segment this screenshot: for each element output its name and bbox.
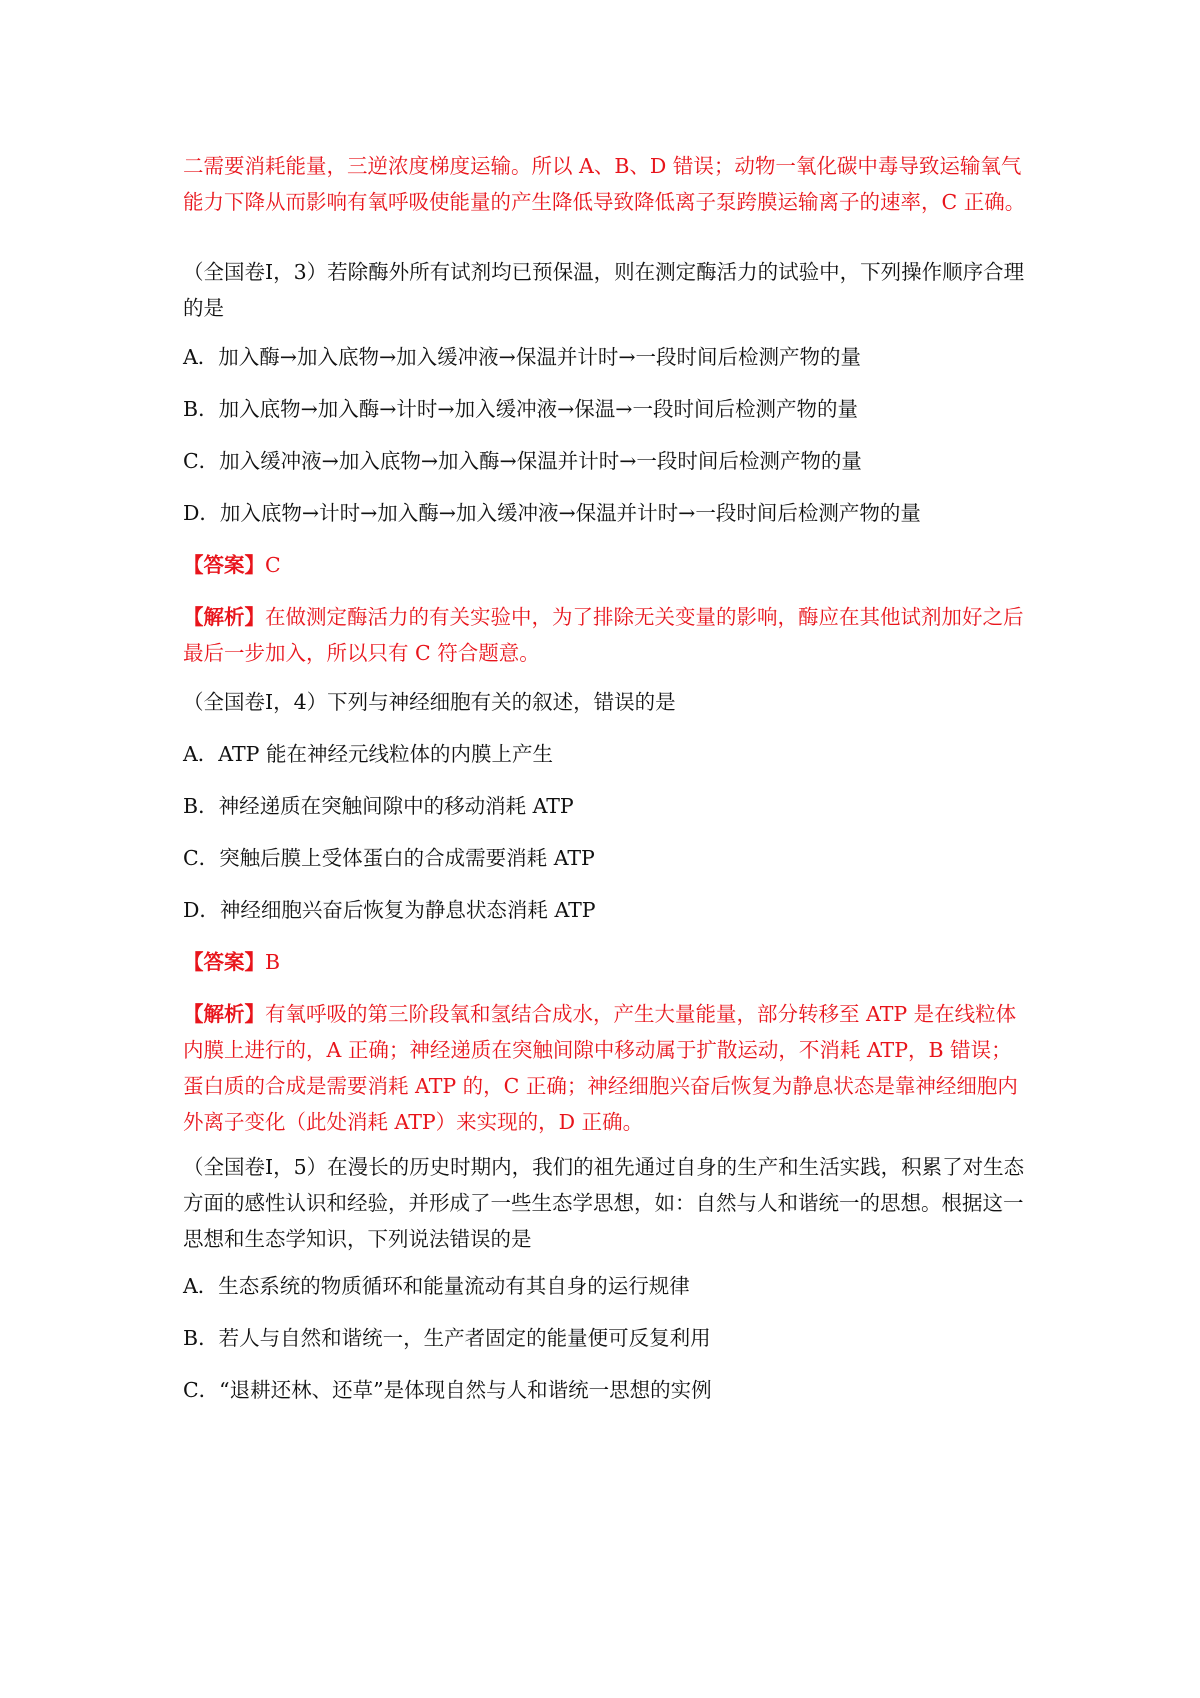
question-3-explanation xyxy=(183,599,1028,671)
question-3-option-d: D．加入底物→计时→加入酶→加入缓冲液→保温并计时→一段时间后检测产物的量 xyxy=(183,501,921,525)
question-3-stem: （全国卷Ⅰ，3）若除酶外所有试剂均已预保温，则在测定酶活力的试验中，下列操作顺序合理的是 xyxy=(183,260,1025,320)
question-4-option-a: A．ATP 能在神经元线粒体的内膜上产生 xyxy=(183,742,553,766)
question-5-stem: （全国卷Ⅰ，5）在漫长的历史时期内，我们的祖先通过自身的生产和生活实践，积累了对生态方面的感性认识和经验，并形成了一些生态学思想，如：自然与人和谐统一的思想。根据这一思想和生态学知识，下列说法错误的是 xyxy=(183,1155,1025,1251)
explanation-text: 有氧呼吸的第三阶段氧和氢结合成水，产生大量能量，部分转移至 ATP 是在线粒体内膜上进行的，A 正确；神经递质在突触间隙中移动属于扩散运动，不消耗 ATP，B 错误；蛋白质的合成是需要消耗 ATP 的，C 正确；神经细胞兴奋后恢复为静息状态是靠神经细胞内外离子变化（此处消耗 ATP）来实现的，D 正确。 xyxy=(183,1002,1018,1134)
question-4-stem: （全国卷Ⅰ，4）下列与神经细胞有关的叙述，错误的是 xyxy=(183,690,676,714)
question-5-option-b: B．若人与自然和谐统一，生产者固定的能量便可反复利用 xyxy=(183,1326,711,1350)
question-3-answer xyxy=(183,547,1028,583)
answer-value: C xyxy=(265,553,281,577)
question-4-option-b: B．神经递质在突触间隙中的移动消耗 ATP xyxy=(183,794,574,818)
question-3-option-c: C．加入缓冲液→加入底物→加入酶→保温并计时→一段时间后检测产物的量 xyxy=(183,449,862,473)
explanation-text: 在做测定酶活力的有关实验中，为了排除无关变量的影响，酶应在其他试剂加好之后最后一步加入，所以只有 C 符合题意。 xyxy=(183,605,1024,665)
explanation-tag: 【解析】 xyxy=(183,605,265,629)
question-5-option-a: A．生态系统的物质循环和能量流动有其自身的运行规律 xyxy=(183,1274,690,1298)
answer-value: B xyxy=(265,950,281,974)
explanation-tag: 【解析】 xyxy=(183,1002,265,1026)
question-4-answer xyxy=(183,944,1028,980)
answer-tag: 【答案】 xyxy=(183,950,265,974)
question-5-option-c: C．“退耕还林、还草”是体现自然与人和谐统一思想的实例 xyxy=(183,1378,712,1402)
question-4-option-c: C．突触后膜上受体蛋白的合成需要消耗 ATP xyxy=(183,846,595,870)
question-3-option-a: A．加入酶→加入底物→加入缓冲液→保温并计时→一段时间后检测产物的量 xyxy=(183,345,862,369)
question-3-option-b: B．加入底物→加入酶→计时→加入缓冲液→保温→一段时间后检测产物的量 xyxy=(183,397,858,421)
question-4-option-d: D．神经细胞兴奋后恢复为静息状态消耗 ATP xyxy=(183,898,596,922)
question-4-explanation xyxy=(183,996,1028,1140)
answer-tag: 【答案】 xyxy=(183,553,265,577)
explanation-continued: 二需要消耗能量，三逆浓度梯度运输。所以 A、B、D 错误；动物一氧化碳中毒导致运输氧气能力下降从而影响有氧呼吸使能量的产生降低导致降低离子泵跨膜运输离子的速率，C 正确。 xyxy=(183,154,1026,214)
